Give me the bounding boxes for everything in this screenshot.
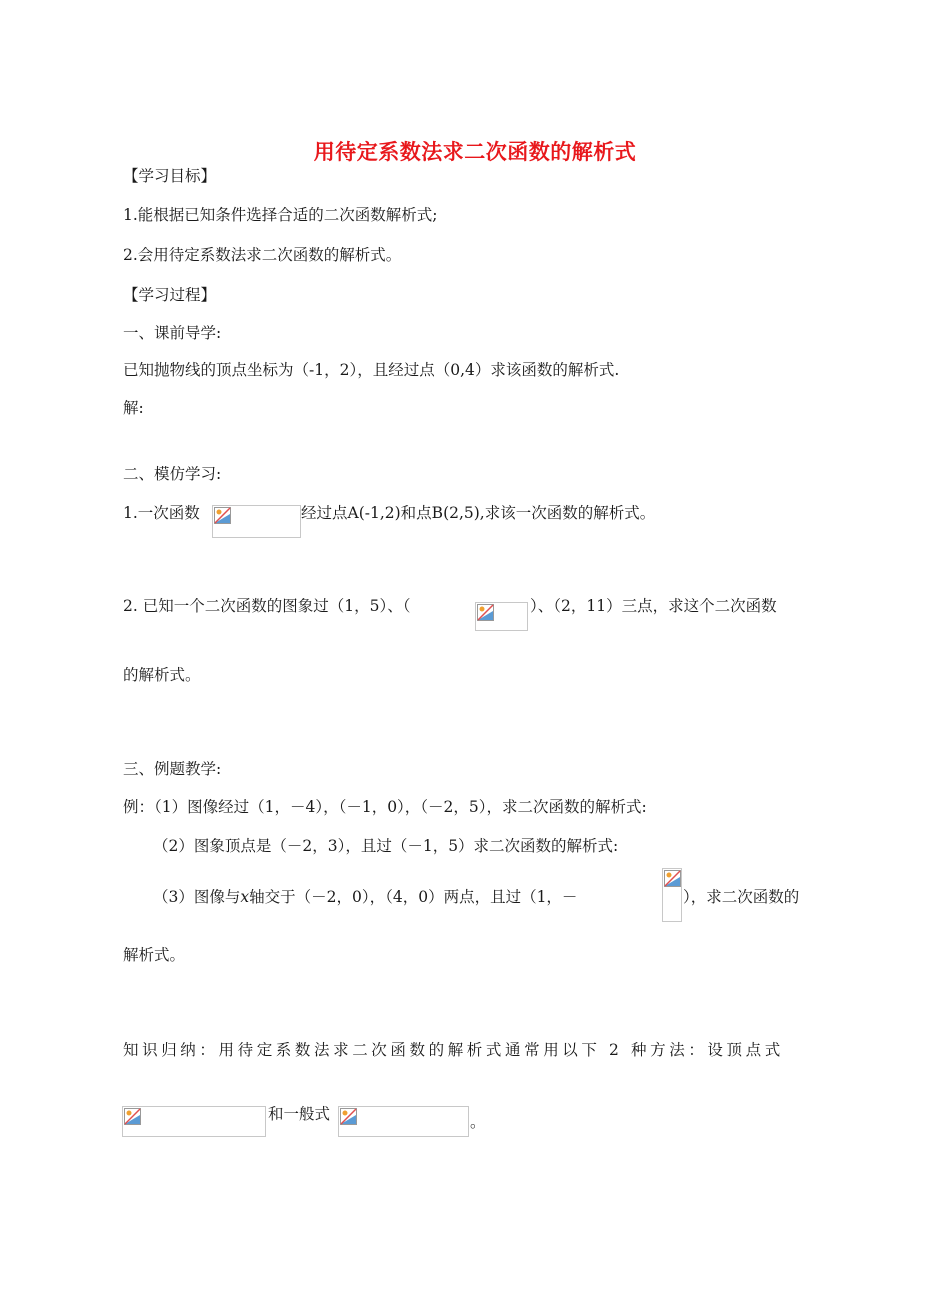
example-2: （2）图象顶点是（－2，3），且过（－1，5）求二次函数的解析式: xyxy=(153,837,619,855)
example-3-middle: 轴交于（－2，0），（4，0）两点，且过（1，－ xyxy=(249,888,578,906)
goal-item-1: 1.能根据已知条件选择合适的二次函数解析式; xyxy=(123,206,438,224)
example-3-prefix: （3）图像与 xyxy=(153,888,241,906)
goal-heading: 【学习目标】 xyxy=(123,167,217,185)
general-form-image-placeholder xyxy=(338,1106,469,1137)
broken-image-icon xyxy=(477,604,494,621)
example-3-cont: 解析式。 xyxy=(123,946,186,964)
imitate-item-2-end: ）、（2，11）三点，求这个二次函数 xyxy=(530,597,777,615)
broken-image-icon xyxy=(124,1108,141,1125)
formula-image-placeholder xyxy=(475,602,528,631)
broken-image-icon xyxy=(214,507,231,524)
goal-item-2: 2.会用待定系数法求二次函数的解析式。 xyxy=(123,246,402,264)
process-heading: 【学习过程】 xyxy=(123,286,217,304)
example-3-end: ），求二次函数的 xyxy=(683,888,800,906)
broken-image-icon xyxy=(664,870,681,887)
imitate-item-2-cont: 的解析式。 xyxy=(123,666,201,684)
imitate-item-1-start: 1.一次函数 xyxy=(123,504,200,522)
summary-general-label: 和一般式 xyxy=(268,1105,331,1123)
pre-answer: 解: xyxy=(123,399,144,417)
summary-period: 。 xyxy=(470,1113,486,1131)
imitate-heading: 二、模仿学习: xyxy=(123,465,222,483)
example-heading: 三、例题教学: xyxy=(123,760,222,778)
example-1: 例：（1）图像经过（1，－4），（－1，0），（－2，5），求二次函数的解析式: xyxy=(123,798,647,816)
imitate-item-2-start: 2. 已知一个二次函数的图象过（1，5）、（ xyxy=(123,597,411,615)
example-3-start xyxy=(153,887,577,907)
vertex-form-image-placeholder xyxy=(122,1106,266,1137)
broken-image-icon xyxy=(340,1108,357,1125)
formula-image-placeholder xyxy=(212,505,301,538)
x-variable: x xyxy=(240,888,250,906)
imitate-item-1-end: 经过点A(-1,2)和点B(2,5),求该一次函数的解析式。 xyxy=(301,504,656,522)
formula-image-placeholder xyxy=(662,868,682,922)
pre-problem: 已知抛物线的顶点坐标为（-1，2），且经过点（0,4）求该函数的解析式. xyxy=(123,361,620,379)
summary-text: 知识归纳：用待定系数法求二次函数的解析式通常用以下 2 种方法：设顶点式 xyxy=(123,1041,784,1059)
pre-heading: 一、课前导学: xyxy=(123,324,222,342)
page-title: 用待定系数法求二次函数的解析式 xyxy=(313,140,637,164)
